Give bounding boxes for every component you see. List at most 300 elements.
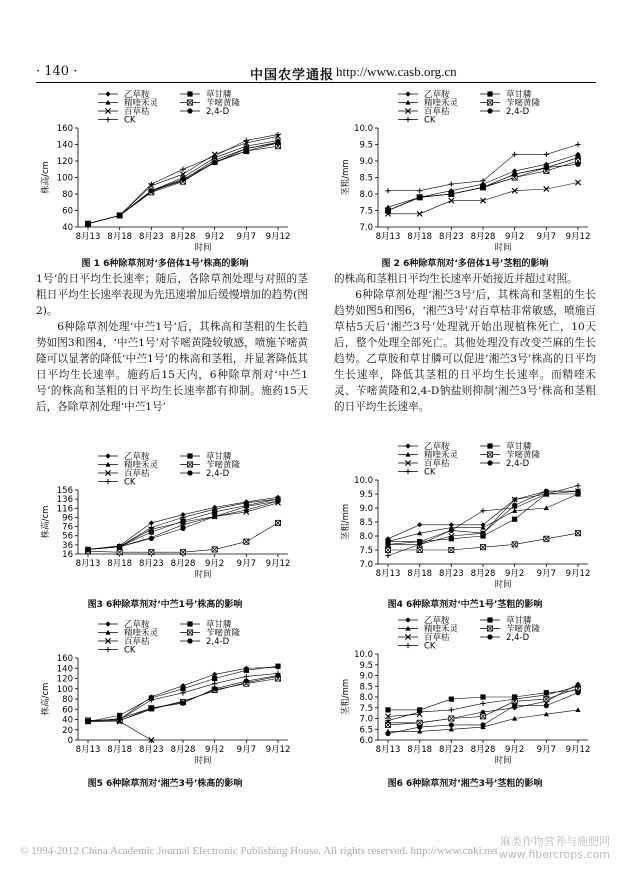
y-tick-label: 8.5 <box>359 682 373 693</box>
y-tick-label: 116 <box>56 504 73 515</box>
series-caoganlin <box>385 688 580 713</box>
y-tick-label: 6.0 <box>359 736 373 746</box>
legend-marker-24d <box>487 460 492 465</box>
legend-marker-24d <box>187 470 192 475</box>
data-point-24d <box>212 686 217 691</box>
data-point-ck <box>575 142 580 147</box>
legend-marker-caoganlin <box>487 91 492 96</box>
x-tick-label: 8月13 <box>375 232 401 242</box>
data-point-24d <box>180 177 185 182</box>
series-line-caoganlin <box>388 691 578 710</box>
legend-label: 草甘膦 <box>206 90 232 100</box>
y-tick-label: 40 <box>62 715 73 726</box>
legend-item-ck <box>398 468 436 478</box>
data-point-ck <box>212 681 217 686</box>
data-point-baicaoku <box>575 180 580 185</box>
x-tick-label: 8月18 <box>407 232 433 242</box>
journal-title: 中国农学通报 <box>250 68 335 83</box>
x-axis-label: 时间 <box>494 580 512 590</box>
legend-label: 精喹禾灵 <box>424 98 459 109</box>
legend-marker-ck <box>105 117 110 122</box>
data-point-24d <box>149 706 154 711</box>
data-point-caoganlin <box>449 697 454 702</box>
y-tick-label: 80 <box>62 190 73 200</box>
legend-marker-ck <box>405 117 410 122</box>
y-tick-label: 60 <box>62 705 73 716</box>
x-tick-label: 8月23 <box>438 569 464 579</box>
data-point-bianmihuanglong <box>117 550 122 555</box>
y-tick-label: 156 <box>56 486 73 496</box>
y-tick-label: 100 <box>56 684 73 695</box>
x-axis-label: 时间 <box>494 756 512 766</box>
data-point-jingkuihelin <box>544 505 549 510</box>
y-tick-label: 160 <box>56 124 73 134</box>
legend-label: 精喹禾灵 <box>124 628 159 639</box>
data-point-24d <box>385 731 390 736</box>
data-point-bianmihuanglong <box>417 547 422 552</box>
x-tick-label: 9月12 <box>265 232 291 242</box>
legend-label: 草甘膦 <box>506 90 532 100</box>
series-line-baicaoku <box>88 722 151 741</box>
y-tick-label: 9.0 <box>359 504 373 514</box>
legend-label: CK <box>124 645 136 656</box>
y-axis-label: 株高/cm <box>41 682 51 716</box>
legend-marker-caoganlin <box>487 617 492 622</box>
y-tick-label: 136 <box>56 495 73 506</box>
y-tick-label: 6.5 <box>359 725 373 736</box>
x-axis-label: 时间 <box>194 570 212 580</box>
y-axis-label: 茎粗/mm <box>341 678 351 716</box>
right-paragraph-continued: 的株高和茎粗日平均生长速率开始接近并超过对照。 <box>334 273 578 285</box>
legend-marker-24d <box>487 634 492 639</box>
x-tick-label: 9月2 <box>505 232 525 242</box>
x-tick-label: 9月7 <box>236 232 256 242</box>
x-tick-label: 9月12 <box>265 559 291 569</box>
legend-marker-bianmihuanglong <box>487 626 492 631</box>
legend-item-24d <box>180 637 230 647</box>
legend <box>98 451 241 488</box>
data-point-ck <box>449 707 454 712</box>
chart-fig3 <box>30 450 300 580</box>
series-ck <box>85 671 280 723</box>
x-tick-label: 8月18 <box>107 232 133 242</box>
legend-label: 草甘膦 <box>506 442 532 452</box>
data-point-24d <box>417 195 422 200</box>
data-point-bianmihuanglong <box>575 531 580 536</box>
legend-label: 苄嘧黄隆 <box>206 628 241 639</box>
data-point-bianmihuanglong <box>449 547 454 552</box>
legend-marker-bianmihuanglong <box>187 462 192 467</box>
x-tick-label: 8月28 <box>170 745 196 755</box>
legend-label: 精喹禾灵 <box>424 450 459 461</box>
x-tick-label: 9月12 <box>565 232 591 242</box>
legend-label: 苄嘧黄隆 <box>506 98 541 109</box>
series-line-bianmihuanglong <box>88 146 278 224</box>
x-tick-label: 9月2 <box>505 745 525 755</box>
legend-item-ck <box>398 642 436 652</box>
legend-label: 精喹禾灵 <box>124 460 159 471</box>
data-point-bianmihuanglong <box>212 547 217 552</box>
right-column-text <box>334 271 596 415</box>
legend-label: 乙草胺 <box>424 442 450 452</box>
legend-marker-ck <box>105 479 110 484</box>
legend-marker-bianmihuanglong <box>187 630 192 635</box>
legend-item-ck <box>98 478 136 488</box>
page-number: · 140 · <box>36 64 78 79</box>
data-point-24d <box>149 536 154 541</box>
y-tick-label: 10.0 <box>354 650 373 660</box>
y-tick-label: 120 <box>56 674 73 685</box>
legend-label: 草甘膦 <box>206 452 232 462</box>
x-tick-label: 8月23 <box>438 745 464 755</box>
legend-label: 百草枯 <box>424 459 450 469</box>
y-tick-label: 7.5 <box>359 206 373 217</box>
legend-marker-bianmihuanglong <box>487 100 492 105</box>
legend-label: 乙草胺 <box>124 452 150 462</box>
data-point-bianmihuanglong <box>244 539 249 544</box>
legend-marker-yicaoan <box>105 453 110 458</box>
x-tick-label: 8月18 <box>107 745 133 755</box>
watermark <box>499 835 610 861</box>
data-point-24d <box>575 690 580 695</box>
legend-item-ck <box>98 116 136 126</box>
series-bianmihuanglong <box>85 144 280 227</box>
legend <box>398 89 541 126</box>
legend-label: 乙草胺 <box>124 90 150 100</box>
data-point-24d <box>417 725 422 730</box>
y-tick-label: 16 <box>62 550 73 560</box>
data-point-24d <box>544 165 549 170</box>
legend-item-ck <box>98 646 136 656</box>
data-point-ck <box>417 188 422 193</box>
y-tick-label: 96 <box>62 513 73 524</box>
legend-label: 精喹禾灵 <box>424 624 459 635</box>
y-tick-label: 7.0 <box>359 223 373 233</box>
legend-item-ck <box>398 116 436 126</box>
page-footer <box>20 835 610 861</box>
legend-label: 苄嘧黄隆 <box>506 450 541 461</box>
data-point-caoganlin <box>385 707 390 712</box>
legend-marker-yicaoan <box>105 621 110 626</box>
legend-label: 百草枯 <box>424 633 450 643</box>
left-column-text <box>36 271 308 415</box>
y-tick-label: 120 <box>56 157 73 167</box>
x-axis-label: 时间 <box>194 243 212 253</box>
x-tick-label: 8月23 <box>138 745 164 755</box>
data-point-ck <box>149 525 154 530</box>
x-tick-label: 8月28 <box>470 232 496 242</box>
left-paragraph-continued: 1号’的日平均生长速率；随后，各除草剂处理与对照的茎粗日平均生长速率表现为先迅速增加后缓慢增加的趋势(图2)。 <box>36 273 308 317</box>
data-point-caoganlin <box>480 694 485 699</box>
x-tick-label: 8月28 <box>470 569 496 579</box>
data-point-ck <box>480 508 485 513</box>
data-point-caoganlin <box>244 668 249 673</box>
watermark-url: www.fibercrops.com <box>498 848 610 861</box>
legend-marker-ck <box>105 647 110 652</box>
legend-label: 乙草胺 <box>424 90 450 100</box>
x-tick-label: 8月13 <box>375 745 401 755</box>
legend-label: 2,4-D <box>206 469 230 479</box>
legend-label: 乙草胺 <box>424 616 450 626</box>
data-point-24d <box>212 514 217 519</box>
series-jingkuihelin <box>85 498 280 551</box>
y-tick-label: 36 <box>62 540 73 551</box>
legend-marker-caoganlin <box>487 443 492 448</box>
x-tick-label: 8月13 <box>75 559 101 569</box>
copyright-line: © 1994-2012 China Academic Journal Electronic Publishing House. All rights reserved. http://www.cnki.net <box>20 845 498 857</box>
caption-fig6: 图6 6种除草剂对‘湘苎3号’茎粗的影响 <box>387 779 543 789</box>
caption-fig2: 图 2 6种除草剂对‘多倍体1号’茎粗的影响 <box>381 259 549 269</box>
data-point-24d <box>385 542 390 547</box>
legend-label: 草甘膦 <box>206 620 232 630</box>
y-axis-label: 茎粗/mm <box>341 159 351 196</box>
x-tick-label: 8月23 <box>138 232 164 242</box>
data-point-24d <box>480 531 485 536</box>
legend-marker-ck <box>405 643 410 648</box>
y-tick-label: 9.5 <box>359 660 373 671</box>
y-axis-label: 株高/cm <box>41 161 51 194</box>
x-tick-label: 9月12 <box>565 745 591 755</box>
left-paragraph: 6种除草剂处理‘中苎1号’后，其株高和茎粗的生长趋势如图3和图4，‘中苎1号’对苄嘧黄隆较敏感，喷施苄嘧黄隆可以显著的降低‘中苎1号’的株高和茎粗，并显著降低其日平均生长速率。施药后15天内，6种除草剂对‘中苎1号’的株高和茎粗的日平均生长速率都有抑制。施药15天后，各除草剂处理‘中苎1号’ <box>36 321 308 413</box>
data-point-24d <box>449 722 454 727</box>
caption-fig4: 图4 6种除草剂对‘中苎1号’茎粗的影响 <box>387 600 543 610</box>
legend <box>398 615 541 652</box>
data-point-caoganlin <box>212 676 217 681</box>
legend-item-24d <box>180 469 230 479</box>
x-tick-label: 8月18 <box>107 559 133 569</box>
chart-fig5 <box>30 618 300 766</box>
data-point-ck <box>480 701 485 706</box>
legend-label: 苄嘧黄隆 <box>506 624 541 635</box>
legend-label: CK <box>424 115 436 126</box>
legend-label: 2,4-D <box>506 107 530 117</box>
y-tick-label: 20 <box>62 725 73 736</box>
x-tick-label: 9月12 <box>565 569 591 579</box>
data-point-bianmihuanglong <box>512 542 517 547</box>
y-tick-label: 8.0 <box>359 190 373 200</box>
legend-marker-yicaoan <box>105 91 110 96</box>
series-caoganlin <box>385 491 580 544</box>
x-tick-label: 9月7 <box>536 745 556 755</box>
data-point-caoganlin <box>512 517 517 522</box>
y-tick-label: 60 <box>62 206 73 217</box>
x-tick-label: 9月2 <box>205 232 225 242</box>
y-tick-label: 7.0 <box>359 714 373 725</box>
legend-marker-bianmihuanglong <box>187 100 192 105</box>
legend-marker-24d <box>487 108 492 113</box>
x-tick-label: 8月28 <box>170 559 196 569</box>
x-tick-label: 8月18 <box>407 569 433 579</box>
y-tick-label: 140 <box>56 664 73 675</box>
x-tick-label: 9月12 <box>265 745 291 755</box>
data-point-bianmihuanglong <box>480 545 485 550</box>
y-tick-label: 8.0 <box>359 693 373 703</box>
legend-label: 2,4-D <box>506 633 530 643</box>
y-tick-label: 8.5 <box>359 173 373 184</box>
data-point-bianmihuanglong <box>180 550 185 555</box>
caption-fig1: 图 1 6种除草剂对‘多倍体1号’株高的影响 <box>81 259 249 269</box>
legend-label: CK <box>124 115 136 126</box>
series-bianmihuanglong <box>85 676 280 723</box>
legend-label: 百草枯 <box>424 107 450 117</box>
legend <box>98 89 241 126</box>
legend-item-24d <box>480 459 530 469</box>
y-tick-label: 7.5 <box>359 703 373 714</box>
x-tick-label: 9月2 <box>505 569 525 579</box>
legend-label: 百草枯 <box>124 637 150 647</box>
x-axis-label: 时间 <box>494 243 512 253</box>
x-axis-label: 时间 <box>194 756 212 766</box>
y-tick-label: 80 <box>62 695 73 705</box>
legend-marker-24d <box>187 108 192 113</box>
chart-fig1 <box>30 88 300 253</box>
data-point-caoganlin <box>275 664 280 669</box>
right-paragraph: 6种除草剂处理‘湘苎3号’后，其株高和茎粗的生长趋势如图5和图6，‘湘苎3号’对百草枯非常敏感，喷施百草枯5天后‘湘苎3号’处理就开始出现植株死亡，10天后，整个处理全部死亡。其他处理没有改变苎麻的生长趋势。乙草胺和草甘膦可以促进‘湘苎3号’株高的日平均生长速率，降低其茎粗的日平均生长速率。而精喹禾灵、苄嘧黄隆和2,4-D钠盐则抑制‘湘苎3号’株高和茎粗的日平均生长速率。 <box>334 289 596 413</box>
data-point-yicaoan <box>417 522 422 527</box>
legend-marker-yicaoan <box>405 617 410 622</box>
legend-label: 草甘膦 <box>506 616 532 626</box>
legend-marker-yicaoan <box>405 91 410 96</box>
legend-label: 苄嘧黄隆 <box>206 98 241 109</box>
legend-marker-caoganlin <box>187 621 192 626</box>
y-tick-label: 40 <box>62 223 73 233</box>
legend-label: 2,4-D <box>206 637 230 647</box>
y-tick-label: 56 <box>62 531 73 542</box>
x-tick-label: 9月7 <box>536 232 556 242</box>
data-point-24d <box>385 208 390 213</box>
legend-label: 2,4-D <box>506 459 530 469</box>
y-tick-label: 140 <box>56 140 73 151</box>
header-rule <box>36 82 596 83</box>
legend-label: CK <box>124 477 136 488</box>
data-point-24d <box>149 188 154 193</box>
y-tick-label: 8.5 <box>359 518 373 528</box>
x-tick-label: 9月7 <box>236 559 256 569</box>
data-point-bianmihuanglong <box>480 714 485 719</box>
legend-label: 精喹禾灵 <box>124 98 159 109</box>
legend-item-24d <box>180 107 230 117</box>
legend-label: CK <box>424 467 436 478</box>
data-point-ck <box>385 188 390 193</box>
data-point-24d <box>180 701 185 706</box>
data-point-24d <box>575 489 580 494</box>
data-point-24d <box>180 526 185 531</box>
legend <box>98 619 241 656</box>
y-axis-label: 株高/cm <box>41 505 51 539</box>
legend-item-24d <box>480 633 530 643</box>
legend-label: 百草枯 <box>124 107 150 117</box>
y-tick-label: 160 <box>56 654 73 664</box>
legend <box>398 441 541 478</box>
y-tick-label: 9.5 <box>359 140 373 151</box>
y-tick-label: 0 <box>67 736 73 746</box>
legend-label: CK <box>424 641 436 652</box>
y-tick-label: 10.0 <box>354 476 373 486</box>
x-tick-label: 8月28 <box>170 232 196 242</box>
data-point-ck <box>385 553 390 558</box>
y-tick-label: 100 <box>56 173 73 184</box>
legend-label: 苄嘧黄隆 <box>206 460 241 471</box>
x-tick-label: 8月23 <box>138 559 164 569</box>
data-point-ck <box>575 483 580 488</box>
caption-fig3: 图3 6种除草剂对‘中苎1号’株高的影响 <box>87 600 243 610</box>
data-point-caoganlin <box>449 536 454 541</box>
legend-label: 乙草胺 <box>124 620 150 630</box>
data-point-ck <box>244 138 249 143</box>
y-tick-label: 9.5 <box>359 490 373 500</box>
data-point-bianmihuanglong <box>149 550 154 555</box>
data-point-24d <box>512 172 517 177</box>
caption-fig5: 图5 6种除草剂对‘湘苎3号’株高的影响 <box>87 779 243 789</box>
data-point-24d <box>480 722 485 727</box>
y-tick-label: 76 <box>62 522 73 533</box>
page-header <box>36 64 596 83</box>
y-tick-label: 7.0 <box>359 560 373 570</box>
data-point-bianmihuanglong <box>385 547 390 552</box>
data-point-24d <box>244 678 249 683</box>
legend-marker-yicaoan <box>405 443 410 448</box>
x-tick-label: 8月13 <box>375 569 401 579</box>
x-tick-label: 9月7 <box>236 745 256 755</box>
data-point-24d <box>244 149 249 154</box>
journal-url[interactable]: http://www.casb.org.cn <box>336 64 457 79</box>
chart-fig4 <box>330 440 600 590</box>
watermark-title: 麻类作物营养与施肥网 <box>500 835 610 848</box>
y-tick-label: 8.0 <box>359 532 373 542</box>
data-point-bianmihuanglong <box>544 536 549 541</box>
legend-label: 2,4-D <box>206 107 230 117</box>
chart-fig6 <box>330 614 600 766</box>
x-tick-label: 9月7 <box>536 569 556 579</box>
data-point-24d <box>275 140 280 145</box>
data-point-24d <box>544 703 549 708</box>
y-tick-label: 9.0 <box>359 157 373 167</box>
data-point-bianmihuanglong <box>449 716 454 721</box>
y-axis-label: 茎粗/mm <box>341 503 351 541</box>
legend-marker-24d <box>187 638 192 643</box>
data-point-24d <box>512 703 517 708</box>
data-point-bianmihuanglong <box>275 520 280 525</box>
data-point-24d <box>449 191 454 196</box>
y-tick-label: 10.0 <box>354 124 373 134</box>
data-point-24d <box>575 162 580 167</box>
data-point-ck <box>244 674 249 679</box>
data-point-ck <box>180 167 185 172</box>
legend-item-24d <box>480 107 530 117</box>
x-tick-label: 8月18 <box>407 745 433 755</box>
x-tick-label: 8月28 <box>470 745 496 755</box>
data-point-yicaoan <box>149 520 154 525</box>
legend-marker-caoganlin <box>187 91 192 96</box>
x-tick-label: 8月23 <box>438 232 464 242</box>
x-tick-label: 9月2 <box>205 559 225 569</box>
legend-marker-caoganlin <box>187 453 192 458</box>
data-point-24d <box>480 185 485 190</box>
x-tick-label: 9月2 <box>205 745 225 755</box>
y-tick-label: 9.0 <box>359 671 373 682</box>
legend-marker-bianmihuanglong <box>487 452 492 457</box>
data-point-ck <box>449 182 454 187</box>
legend-label: 百草枯 <box>124 469 150 479</box>
data-point-ck <box>544 152 549 157</box>
y-tick-label: 7.5 <box>359 546 373 556</box>
chart-fig2 <box>330 88 600 253</box>
x-tick-label: 8月13 <box>75 232 101 242</box>
data-point-jingkuihelin <box>575 707 580 712</box>
data-point-24d <box>212 160 217 165</box>
x-tick-label: 8月13 <box>75 745 101 755</box>
legend-marker-ck <box>405 469 410 474</box>
